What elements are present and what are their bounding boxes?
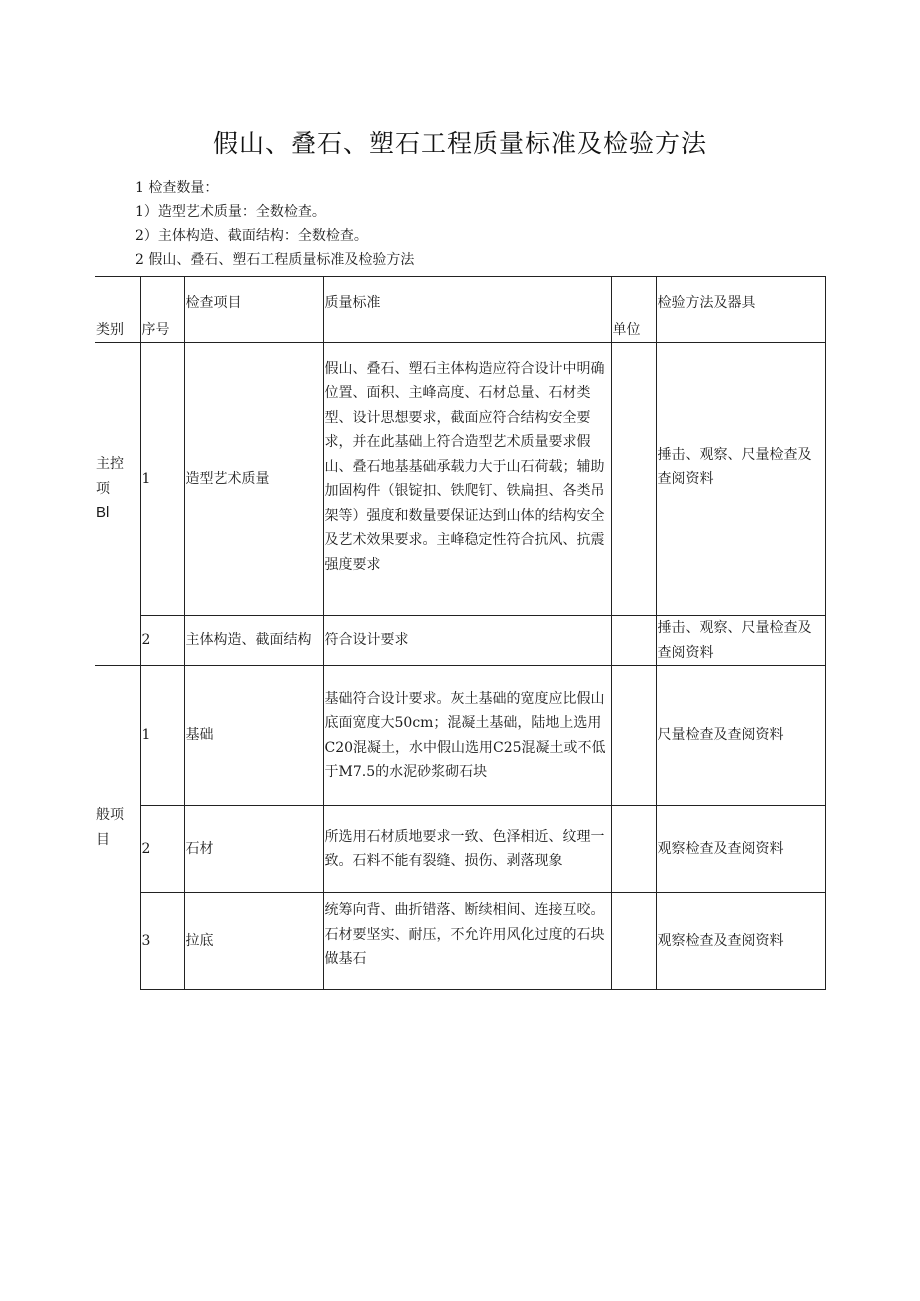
table-row (95, 343, 825, 616)
unit-cell (611, 666, 656, 806)
standard-cell: 所选用石材质地要求一致、色泽相近、纹理一致。石料不能有裂缝、损伤、剥落现象 (323, 806, 611, 893)
standard-cell (323, 343, 611, 616)
header-unit: 单位 (611, 277, 656, 343)
intro-section (135, 176, 414, 272)
item-cell: 拉底 (184, 893, 323, 990)
seq-cell: 3 (140, 893, 184, 990)
header-item: 检查项目 (184, 277, 323, 343)
item-cell: 主体构造、截面结构 (184, 616, 323, 666)
method-cell: 观察检查及查阅资料 (656, 893, 825, 990)
standard-cell (323, 893, 611, 990)
category-label: 项 (96, 480, 110, 497)
method-cell: 捶击、观察、尺量检查及查阅资料 (656, 616, 825, 666)
standard-cell: 符合设计要求 (323, 616, 611, 666)
category-general (95, 666, 140, 990)
intro-line: 2）主体构造、截面结构：全数检查。 (135, 228, 368, 244)
seq-cell: 2 (140, 806, 184, 893)
intro-line: 1）造型艺术质量：全数检查。 (135, 204, 326, 220)
item-cell: 石材 (184, 806, 323, 893)
intro-line: 1 检查数量： (135, 180, 219, 196)
table-header-row (95, 277, 825, 343)
standard-text: 假山、叠石、塑石主体构造应符合设计中明确位置、面积、主峰高度、石材总量、石材类型、设计思想要求，截面应符合结构安全要求，并在此基础上符合造型艺术质量要求假山、叠石地基基础承载力大于山石荷载；辅助加固构件（银锭扣、铁爬钉、铁扁担、各类吊架等）强度和数量要保证达到山体的结构安全及艺术效果要求。主峰稳定性符合抗风、抗震强度要求 (324, 360, 605, 573)
unit-cell (611, 343, 656, 616)
table-row (95, 893, 825, 990)
table-row (95, 666, 825, 806)
category-label: 主控 (96, 456, 124, 473)
header-standard: 质量标准 (323, 277, 611, 343)
method-cell: 观察检查及查阅资料 (656, 806, 825, 893)
category-label: Bl (96, 504, 110, 522)
table-row (95, 616, 825, 666)
intro-line: 2 假山、叠石、塑石工程质量标准及检验方法 (135, 252, 415, 268)
standard-text: 统筹向背、曲折错落、断续相间、连接互咬。石材要坚实、耐压，不允许用风化过度的石块做基石 (324, 902, 605, 968)
category-label: 般项 (96, 807, 124, 824)
header-category: 类别 (95, 277, 140, 343)
method-cell (656, 343, 825, 616)
seq-cell: 2 (140, 616, 184, 666)
header-seq: 序号 (140, 277, 184, 343)
item-cell: 基础 (184, 666, 323, 806)
item-cell: 造型艺术质量 (184, 343, 323, 616)
header-method: 检验方法及器具 (656, 277, 825, 343)
unit-cell (611, 616, 656, 666)
seq-cell: 1 (140, 343, 184, 616)
page-title: 假山、叠石、塑石工程质量标准及检验方法 (212, 129, 707, 158)
method-text: 捶击、观察、尺量检查及查阅资料 (657, 446, 812, 487)
unit-cell (611, 893, 656, 990)
unit-cell (611, 806, 656, 893)
category-main-control (95, 343, 140, 666)
seq-cell: 1 (140, 666, 184, 806)
category-label: 目 (96, 831, 110, 848)
quality-standard-table (95, 276, 826, 990)
standard-cell: 基础符合设计要求。灰土基础的宽度应比假山底面宽度大50cm；混凝土基础，陆地上选用C20混凝土，水中假山选用C25混凝土或不低于M7.5的水泥砂浆砌石块 (323, 666, 611, 806)
method-cell: 尺量检查及查阅资料 (656, 666, 825, 806)
table-row (95, 806, 825, 893)
